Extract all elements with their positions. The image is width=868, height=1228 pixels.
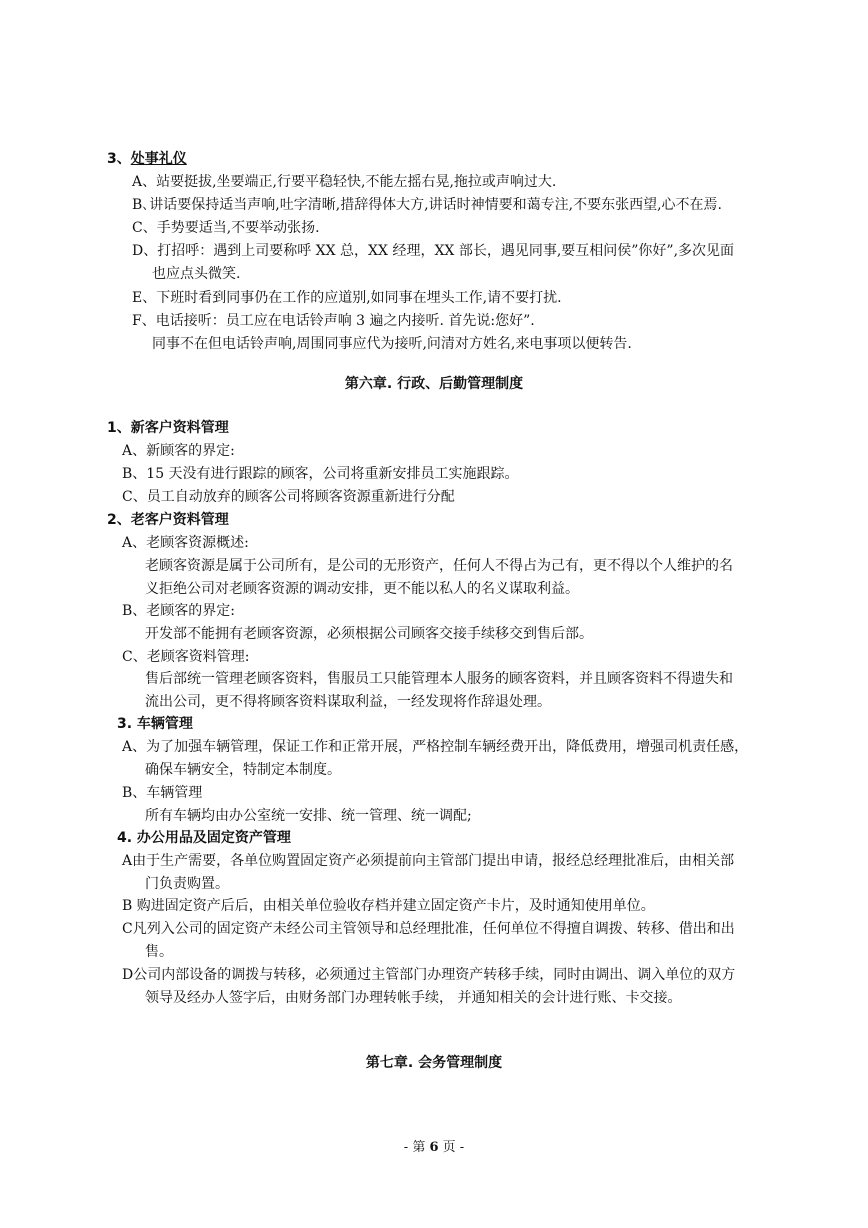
page-number: 6 xyxy=(429,1140,439,1155)
s3-line-f-cont: 同事不在但电话铃声响,周围同事应代为接听,问清对方姓名,来电事项以便转告. xyxy=(152,336,632,352)
section-vehicle-title: 3. 车辆管理 xyxy=(117,716,193,732)
chapter-6-title: 第六章. 行政、后勤管理制度 xyxy=(344,376,524,392)
section-assets-title: 4. 办公用品及固定资产管理 xyxy=(117,830,291,846)
vehicle-line-b-body: 所有车辆均由办公室统一安排、统一管理、统一调配; xyxy=(145,808,472,824)
sec2-line-a-body: 老顾客资源是属于公司所有，是公司的无形资产，任何人不得占为己有，更不得以个人维护的名 xyxy=(145,558,733,574)
assets-line-c-cont: 售。 xyxy=(145,944,173,960)
vehicle-line-b: B、车辆管理 xyxy=(122,785,203,801)
assets-line-a-cont: 门负责购置。 xyxy=(145,876,229,892)
section-3-number: 3、 xyxy=(107,151,131,167)
footer-suffix: 页 - xyxy=(438,1140,465,1155)
s3-line-c: C、手势要适当,不要举动张扬. xyxy=(132,220,320,236)
sec2-line-b: B、老顾客的界定: xyxy=(122,603,236,619)
sec1-line-a: A、新顾客的界定: xyxy=(122,443,235,459)
sec2-line-c-body-cont: 流出公司，更不得将顾客资料谋取利益，一经发现将作辞退处理。 xyxy=(145,694,551,710)
chapter-7-title: 第七章. 会务管理制度 xyxy=(365,1055,503,1071)
s3-line-a: A、站要挺拔,坐要端正,行要平稳轻快,不能左摇右晃,拖拉或声响过大. xyxy=(132,174,557,190)
sec2-line-b-body: 开发部不能拥有老顾客资源，必须根据公司顾客交接手续移交到售后部。 xyxy=(145,626,593,642)
s3-line-e: E、下班时看到同事仍在工作的应道别,如同事在埋头工作,请不要打扰. xyxy=(132,290,562,306)
sec1-line-c: C、员工自动放弃的顾客公司将顾客资源重新进行分配 xyxy=(122,489,455,505)
s3-line-d: D、打招呼：遇到上司要称呼 XX 总，XX 经理，XX 部长，遇见同事,要互相问侯”你好”,多次见面 xyxy=(132,243,735,259)
section-2-title: 2、老客户资料管理 xyxy=(107,512,229,528)
s3-line-d-cont: 也应点头微笑. xyxy=(152,266,241,282)
assets-line-a: A由于生产需要，各单位购置固定资产必须提前向主管部门提出申请，报经总经理批准后，由相关部 xyxy=(122,853,735,869)
sec2-line-c: C、老顾客资料管理: xyxy=(122,649,250,665)
vehicle-line-a-cont: 确保车辆安全，特制定本制度。 xyxy=(145,762,341,778)
footer-prefix: - 第 xyxy=(403,1140,430,1155)
sec2-line-c-body: 售后部统一管理老顾客资料，售服员工只能管理本人服务的顾客资料，并且顾客资料不得遗失和 xyxy=(145,671,733,687)
section-3-title: 处事礼仪 xyxy=(130,151,187,167)
sec2-line-a: A、老顾客资源概述: xyxy=(122,535,249,551)
s3-line-b: B､讲话要保持适当声响,吐字清晰,措辞得体大方,讲话时神情要和蔼专注,不要东张西望,心不在焉. xyxy=(132,197,722,213)
vehicle-line-a: A、为了加强车辆管理，保证工作和正常开展，严格控制车辆经费开出，降低费用，增强司机责任感， xyxy=(122,739,749,755)
sec1-line-b: B、15 天没有进行跟踪的顾客，公司将重新安排员工实施跟踪。 xyxy=(122,466,519,482)
assets-line-d: D公司内部设备的调拨与转移，必须通过主管部门办理资产转移手续，同时由调出、调入单位的双方 xyxy=(122,967,736,983)
s3-line-f: F、电话接听：员工应在电话铃声响 3 遍之内接听. 首先说:您好”. xyxy=(132,313,535,329)
page-footer xyxy=(0,1138,868,1158)
sec2-line-a-body-cont: 义拒绝公司对老顾客资源的调动安排，更不能以私人的名义谋取利益。 xyxy=(145,581,579,597)
section-1-title: 1、新客户资料管理 xyxy=(107,420,229,436)
assets-line-b: B 购进固定资产后后，由相关单位验收存档并建立固定资产卡片，及时通知使用单位。 xyxy=(122,898,655,914)
assets-line-d-cont: 领导及经办人签字后，由财务部门办理转帐手续， 并通知相关的会计进行账、卡交接。 xyxy=(145,990,682,1006)
section-3-heading xyxy=(107,149,187,169)
assets-line-c: C凡列入公司的固定资产未经公司主管领导和总经理批准，任何单位不得擅自调拨、转移、借出和出 xyxy=(122,921,735,937)
